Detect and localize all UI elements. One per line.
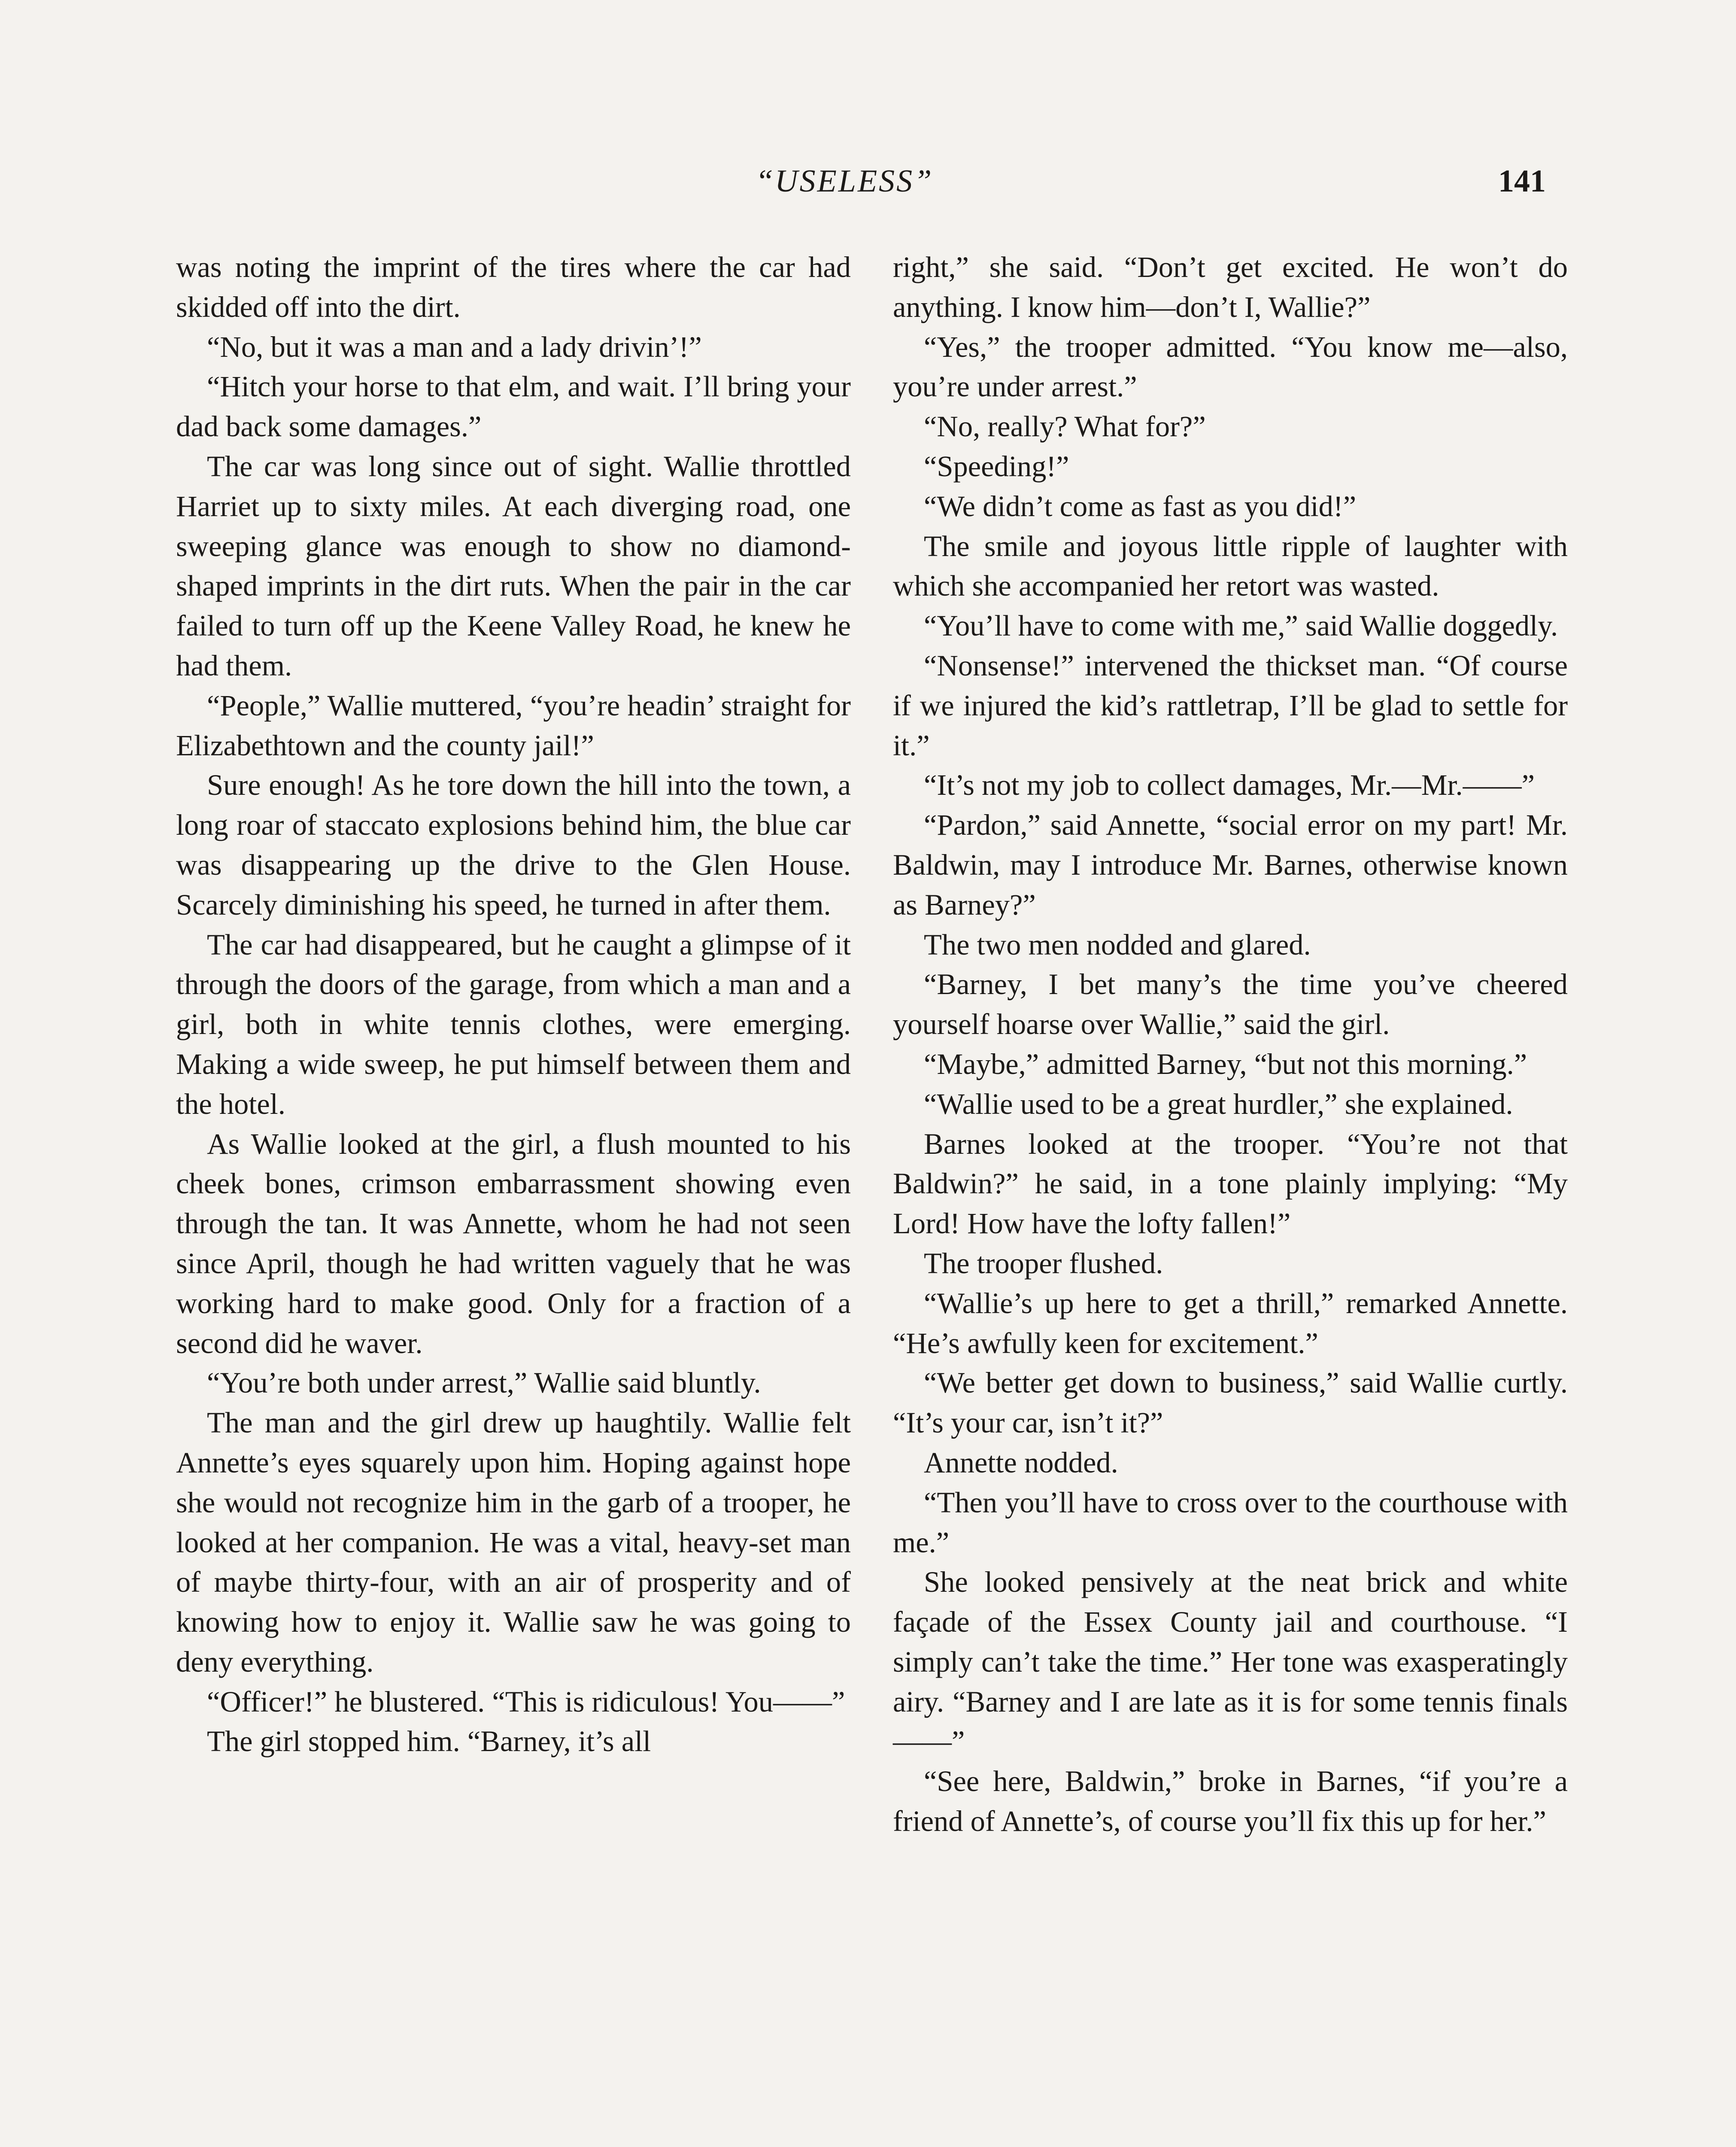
paragraph: “We didn’t come as fast as you did!”: [924, 490, 1357, 523]
paragraph: The smile and joyous little ripple of laughter with which she accompanied her retort was wasted.: [893, 529, 1568, 602]
paragraph: The car was long since out of sight. Wallie throttled Harriet up to sixty miles. At each diverging road, one sweeping glance was enough to show no diamond-shaped imprints in the dirt ruts. When the pair in the car failed to turn off up the Keene Valley Road, he knew he had them.: [176, 450, 851, 682]
paragraph: “We better get down to business,” said Wallie curtly. “It’s your car, isn’t it?”: [893, 1366, 1568, 1439]
paragraph: was noting the imprint of the tires where the car had skidded off into the dirt.: [176, 251, 851, 323]
paragraph: “It’s not my job to collect damages, Mr.—Mr.——”: [924, 769, 1535, 802]
paragraph: right,” she said. “Don’t get excited. He won’t do anything. I know him—don’t I, Wallie?”: [893, 251, 1568, 323]
paragraph: “Pardon,” said Annette, “social error on my part! Mr. Baldwin, may I introduce Mr. Barnes, otherwise known as Barney?”: [893, 809, 1568, 921]
paragraph: The trooper flushed.: [924, 1247, 1163, 1280]
paragraph: Annette nodded.: [924, 1446, 1118, 1479]
right-text-column: [893, 247, 1568, 1841]
paragraph: The car had disappeared, but he caught a glimpse of it through the doors of the garage, from which a man and a girl, both in white tennis clothes, were emerging. Making a wide sweep, he put himself between them and the hotel.: [176, 928, 851, 1120]
paragraph: “Speeding!”: [924, 450, 1069, 483]
paragraph: She looked pensively at the neat brick and white façade of the Essex County jail and courthouse. “I simply can’t take the time.” Her tone was exasperatingly airy. “Barney and I are late as it is for some tennis finals——”: [893, 1566, 1568, 1758]
paragraph: Barnes looked at the trooper. “You’re not that Baldwin?” he said, in a tone plainly implying: “My Lord! How have the lofty fallen!”: [893, 1127, 1568, 1240]
paragraph: “You’re both under arrest,” Wallie said bluntly.: [207, 1366, 761, 1399]
left-text-column: [176, 247, 851, 1761]
paragraph: “Then you’ll have to cross over to the courthouse with me.”: [893, 1486, 1568, 1559]
paragraph: “See here, Baldwin,” broke in Barnes, “if you’re a friend of Annette’s, of course you’ll fix this up for her.”: [893, 1765, 1568, 1838]
paragraph: “Hitch your horse to that elm, and wait. I’ll bring your dad back some damages.”: [176, 370, 851, 443]
paragraph: As Wallie looked at the girl, a flush mounted to his cheek bones, crimson embarrassment showing even through the tan. It was Annette, whom he had not seen since April, though he had written vaguely that he was working hard to make good. Only for a fraction of a second did he waver.: [176, 1127, 851, 1359]
paragraph: “Officer!” he blustered. “This is ridiculous! You——”: [207, 1685, 845, 1718]
page-number: 141: [1498, 164, 1546, 199]
paragraph: “Barney, I bet many’s the time you’ve cheered yourself hoarse over Wallie,” said the girl.: [893, 968, 1568, 1041]
paragraph: “People,” Wallie muttered, “you’re headin’ straight for Elizabethtown and the county jail!”: [176, 689, 851, 762]
paragraph: “Maybe,” admitted Barney, “but not this morning.”: [924, 1047, 1527, 1080]
paragraph: “Nonsense!” intervened the thickset man. “Of course if we injured the kid’s rattletrap, I’ll be glad to settle for it.”: [893, 649, 1568, 762]
running-title: “USELESS”: [756, 164, 934, 199]
paragraph: “Wallie’s up here to get a thrill,” remarked Annette. “He’s awfully keen for excitement.”: [893, 1286, 1568, 1359]
paragraph: “No, but it was a man and a lady drivin’!”: [207, 330, 702, 363]
paragraph: Sure enough! As he tore down the hill into the town, a long roar of staccato explosions behind him, the blue car was disappearing up the drive to the Glen House. Scarcely diminishing his speed, he turned in after them.: [176, 769, 851, 921]
paragraph: The man and the girl drew up haughtily. Wallie felt Annette’s eyes squarely upon him. Hoping against hope she would not recognize him in the garb of a trooper, he looked at her companion. He was a vital, heavy-set man of maybe thirty-four, with an air of prosperity and of knowing how to enjoy it. Wallie saw he was going to deny everything.: [176, 1406, 851, 1678]
paragraph: “Wallie used to be a great hurdler,” she explained.: [924, 1087, 1513, 1120]
paragraph: The two men nodded and glared.: [924, 928, 1311, 961]
paragraph: “No, really? What for?”: [924, 410, 1206, 443]
paragraph: The girl stopped him. “Barney, it’s all: [207, 1725, 651, 1758]
paragraph: “You’ll have to come with me,” said Wallie doggedly.: [924, 609, 1558, 642]
paragraph: “Yes,” the trooper admitted. “You know me—also, you’re under arrest.”: [893, 330, 1568, 403]
